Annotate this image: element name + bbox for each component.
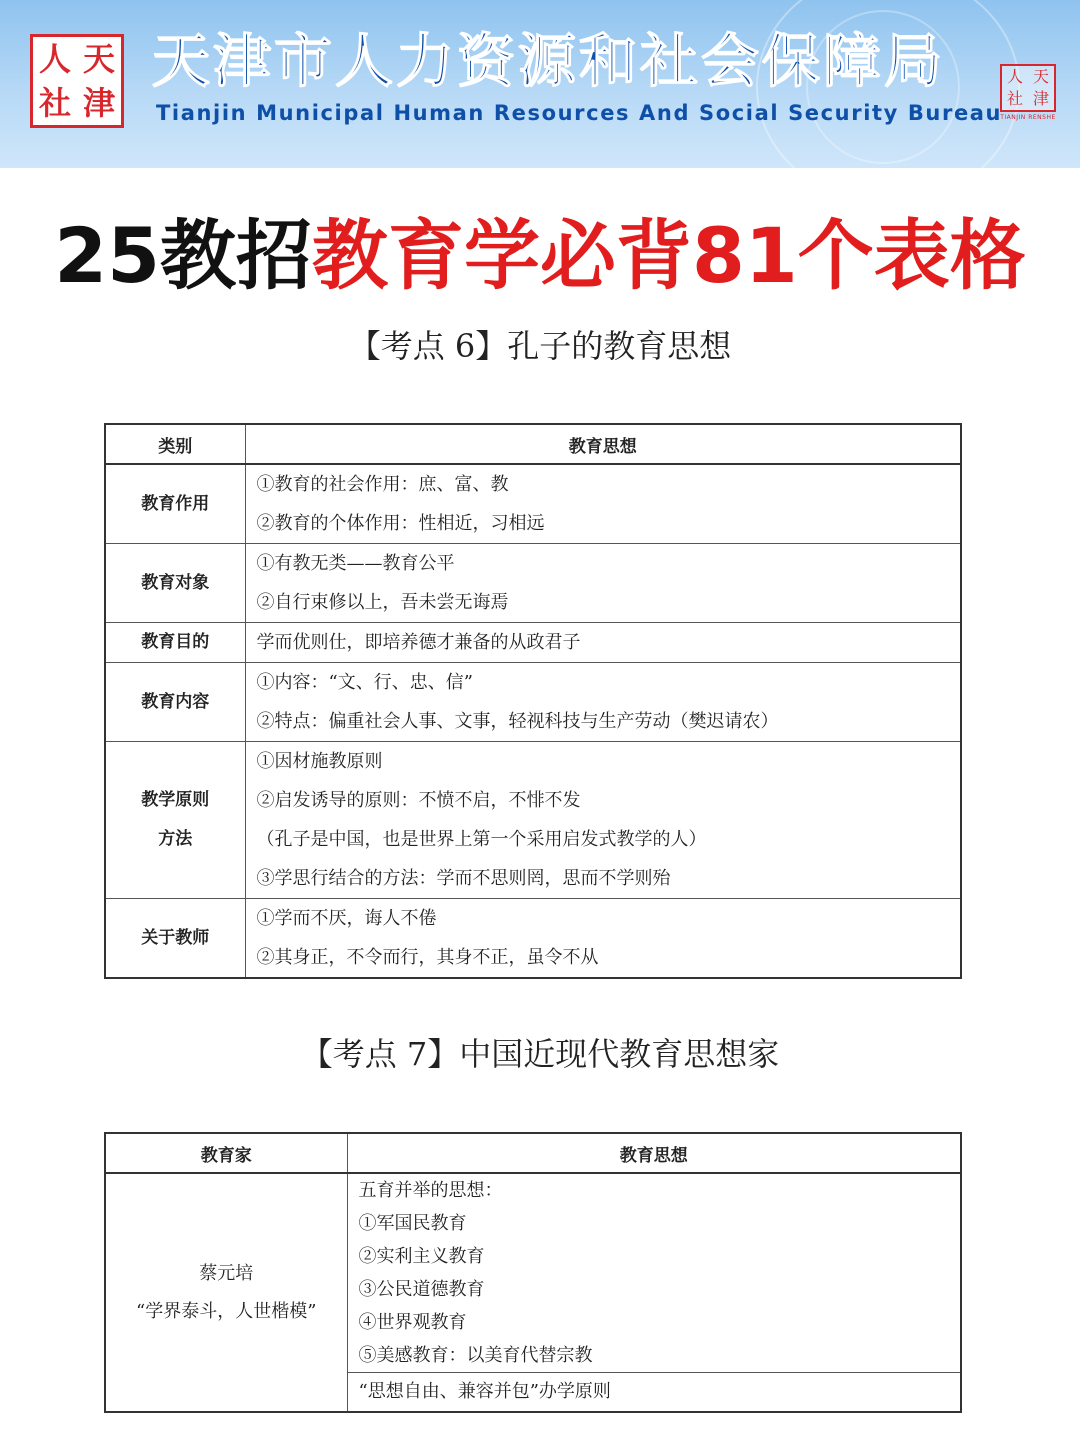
content-cell: [245, 464, 961, 544]
stamp-char: 津: [1032, 89, 1049, 108]
content-cell: [245, 663, 961, 742]
bureau-subtitle: Tianjin Municipal Human Resources And Social Security Bureau: [156, 101, 1003, 125]
content-line: ②教育的个体作用：性相近，习相远: [256, 513, 545, 534]
content-line: ①教育的社会作用：庶、富、教: [256, 474, 509, 495]
stamp-caption: TIANJIN RENSHE: [1000, 114, 1056, 121]
content-line: ②其身正，不令而行，其身不正，虽令不从: [256, 947, 599, 968]
column-header: 教育家: [105, 1133, 347, 1173]
educators-table: [104, 1132, 962, 1413]
category-cell: [105, 663, 245, 742]
content-cell: [245, 544, 961, 623]
column-header: 教育思想: [245, 424, 961, 464]
content-line: ④世界观教育: [358, 1312, 467, 1333]
content-cell: [347, 1373, 961, 1413]
content-line: ⑤美感教育：以美育代替宗教: [358, 1345, 593, 1366]
bureau-title: 天津市人力资源和社会保障局: [152, 27, 946, 95]
logo-char: 天: [82, 40, 115, 78]
table-row: [105, 623, 961, 663]
educator-epithet: “学界泰斗，人世楷模”: [136, 1300, 317, 1322]
logo-char: 人: [38, 40, 71, 78]
content-cell: [245, 899, 961, 979]
table-row: [105, 899, 961, 979]
content-line: ②自行束修以上，吾未尝无诲焉: [256, 592, 509, 613]
category-cell: [105, 623, 245, 663]
stamp-logo: [1000, 64, 1056, 112]
content-line: ①学而不厌，诲人不倦: [256, 908, 437, 929]
content-line: ①内容：“文、行、忠、信”: [256, 672, 473, 693]
logo-char: 社: [38, 84, 71, 122]
table-row: [105, 464, 961, 544]
stamp-char: 天: [1032, 67, 1049, 86]
category-label: 教学原则: [141, 790, 210, 810]
column-header: 类别: [105, 424, 245, 464]
category-cell: [105, 742, 245, 899]
category-label: 教育作用: [141, 493, 210, 514]
educator-name: 蔡元培: [199, 1262, 254, 1284]
content-line: 五育并举的思想：: [358, 1180, 503, 1201]
content-line: ①有教无类——教育公平: [256, 553, 455, 574]
educator-cell: [105, 1173, 347, 1412]
category-cell: [105, 544, 245, 623]
content-cell: [245, 742, 961, 899]
category-cell: [105, 464, 245, 544]
category-label: 教育内容: [141, 691, 210, 712]
column-header: 教育思想: [347, 1133, 961, 1173]
table-header-row: [105, 1133, 961, 1173]
category-label: 关于教师: [141, 927, 210, 948]
page-title: [0, 211, 1080, 300]
header-banner: [0, 0, 1080, 168]
content-line: ①因材施教原则: [256, 751, 383, 772]
content-line: ③公民道德教育: [358, 1279, 485, 1300]
category-label: 教育对象: [141, 572, 210, 593]
table-row: [105, 742, 961, 899]
bureau-logo: [30, 34, 124, 128]
section-title-modern-educators: 【考点 7】中国近现代教育思想家: [300, 1035, 780, 1073]
title-prefix: 25教招: [54, 211, 312, 300]
table-row: [105, 1173, 961, 1373]
content-line: ③学思行结合的方法：学而不思则罔，思而不学则殆: [256, 868, 671, 889]
title-highlight: 教育学必背81个表格: [312, 211, 1026, 300]
logo-char: 津: [82, 84, 115, 122]
content-cell: [347, 1173, 961, 1373]
table-header-row: [105, 424, 961, 464]
content-line: ②启发诱导的原则：不愤不启，不悱不发: [256, 790, 581, 811]
content-line: 学而优则仕，即培养德才兼备的从政君子: [256, 632, 581, 653]
stamp-char: 社: [1006, 89, 1023, 108]
section-title-confucius: 【考点 6】孔子的教育思想: [348, 327, 732, 365]
table-row: [105, 663, 961, 742]
content-cell: [245, 623, 961, 663]
confucius-table: [104, 423, 962, 979]
content-line: ②特点：偏重社会人事、文事，轻视科技与生产劳动（樊迟请农）: [256, 711, 779, 732]
content-line: ①军国民教育: [358, 1213, 467, 1234]
stamp-char: 人: [1006, 67, 1023, 86]
category-label: 方法: [158, 829, 193, 849]
content-line: “思想自由、兼容并包”办学原则: [358, 1381, 611, 1402]
category-label: 教育目的: [141, 632, 210, 652]
content-line: （孔子是中国，也是世界上第一个采用启发式教学的人）: [256, 829, 707, 850]
table-row: [105, 544, 961, 623]
category-cell: [105, 899, 245, 979]
content-line: ②实利主义教育: [358, 1246, 485, 1267]
